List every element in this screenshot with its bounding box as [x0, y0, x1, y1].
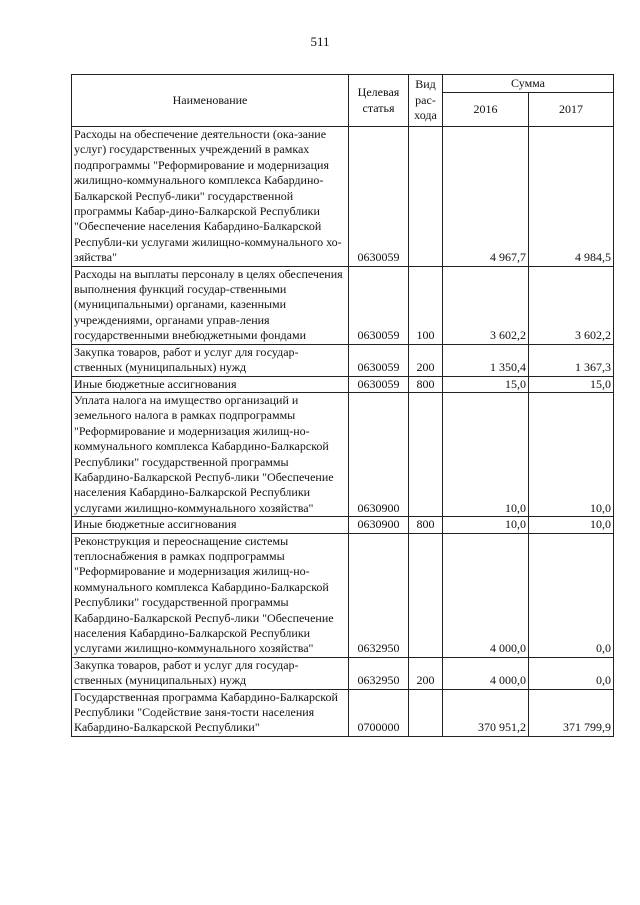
- header-name: Наименование: [72, 75, 349, 127]
- row-sum-2016: 10,0: [443, 392, 529, 516]
- header-sum: Сумма: [443, 75, 614, 93]
- header-year-2017: 2017: [529, 93, 614, 127]
- row-name: Реконструкция и переоснащение системы теплоснабжения в рамках подпрограммы "Реформирование и модернизация жилищ-но-коммунального комплекса Кабардино-Балкарской Республики" государственной программы Кабардино-Балкарской Респуб-лики "Обеспечение населения Кабардино-Балкарской Республики услугами жилищно-коммунального хозяйства": [72, 533, 349, 657]
- row-target-code: 0630059: [349, 266, 409, 344]
- row-target-code: 0632950: [349, 533, 409, 657]
- row-name: Иные бюджетные ассигнования: [72, 517, 349, 533]
- row-expense-kind: [409, 533, 443, 657]
- row-expense-kind: 800: [409, 517, 443, 533]
- row-sum-2016: 10,0: [443, 517, 529, 533]
- table-row: [72, 127, 614, 267]
- row-target-code: 0700000: [349, 689, 409, 736]
- row-target-code: 0630059: [349, 127, 409, 267]
- row-sum-2016: 3 602,2: [443, 266, 529, 344]
- header-target-article: Целевая статья: [349, 75, 409, 127]
- row-target-code: 0630059: [349, 376, 409, 392]
- table-row: [72, 392, 614, 516]
- row-sum-2016: 4 000,0: [443, 657, 529, 689]
- row-name: Уплата налога на имущество организаций и земельного налога в рамках подпрограммы "Реформирование и модернизация жилищ-но-коммунального комплекса Кабардино-Балкарской Республики" государственной программы Кабардино-Балкарской Респуб-лики "Обеспечение населения Кабардино-Балкарской Республики услугами жилищно-коммунального хозяйства": [72, 392, 349, 516]
- table-row: [72, 344, 614, 376]
- row-name: Государственная программа Кабардино-Балкарской Республики "Содействие заня-тости населения Кабардино-Балкарской Республики": [72, 689, 349, 736]
- row-sum-2017: 371 799,9: [529, 689, 614, 736]
- row-sum-2017: 15,0: [529, 376, 614, 392]
- row-name: Закупка товаров, работ и услуг для государ-ственных (муниципальных) нужд: [72, 657, 349, 689]
- row-expense-kind: 100: [409, 266, 443, 344]
- row-sum-2017: 3 602,2: [529, 266, 614, 344]
- row-target-code: 0632950: [349, 657, 409, 689]
- table-row: [72, 533, 614, 657]
- row-expense-kind: [409, 392, 443, 516]
- row-name: Иные бюджетные ассигнования: [72, 376, 349, 392]
- row-sum-2017: 0,0: [529, 657, 614, 689]
- row-sum-2017: 0,0: [529, 533, 614, 657]
- table-row: [72, 517, 614, 533]
- row-sum-2016: 4 000,0: [443, 533, 529, 657]
- row-sum-2017: 10,0: [529, 517, 614, 533]
- row-sum-2016: 370 951,2: [443, 689, 529, 736]
- page-number: 511: [310, 34, 330, 49]
- row-target-code: 0630900: [349, 392, 409, 516]
- table-row: [72, 689, 614, 736]
- row-sum-2017: 10,0: [529, 392, 614, 516]
- header-expense-kind: Вид рас-хода: [409, 75, 443, 127]
- row-sum-2016: 15,0: [443, 376, 529, 392]
- row-expense-kind: 800: [409, 376, 443, 392]
- row-expense-kind: [409, 689, 443, 736]
- budget-table: [71, 74, 614, 737]
- row-sum-2016: 4 967,7: [443, 127, 529, 267]
- row-sum-2017: 1 367,3: [529, 344, 614, 376]
- table-row: [72, 266, 614, 344]
- row-expense-kind: 200: [409, 657, 443, 689]
- row-target-code: 0630900: [349, 517, 409, 533]
- row-sum-2016: 1 350,4: [443, 344, 529, 376]
- header-year-2016: 2016: [443, 93, 529, 127]
- row-name: Закупка товаров, работ и услуг для государ-ственных (муниципальных) нужд: [72, 344, 349, 376]
- table-row: [72, 657, 614, 689]
- table-row: [72, 376, 614, 392]
- row-expense-kind: 200: [409, 344, 443, 376]
- row-target-code: 0630059: [349, 344, 409, 376]
- row-expense-kind: [409, 127, 443, 267]
- row-name: Расходы на обеспечение деятельности (ока-зание услуг) государственных учреждений в рамках подпрограммы "Реформирование и модернизация жилищно-коммунального комплекса Кабардино-Балкарской Респуб-лики" государственной программы Кабар-дино-Балкарской Республики "Обеспечение населения Кабардино-Балкарской Республи-ки услугами жилищно-коммунального хо-зяйства": [72, 127, 349, 267]
- row-sum-2017: 4 984,5: [529, 127, 614, 267]
- row-name: Расходы на выплаты персоналу в целях обеспечения выполнения функций государ-ственными (муниципальными) органами, казенными учреждениями, органами управ-ления государственными внебюджетными фондами: [72, 266, 349, 344]
